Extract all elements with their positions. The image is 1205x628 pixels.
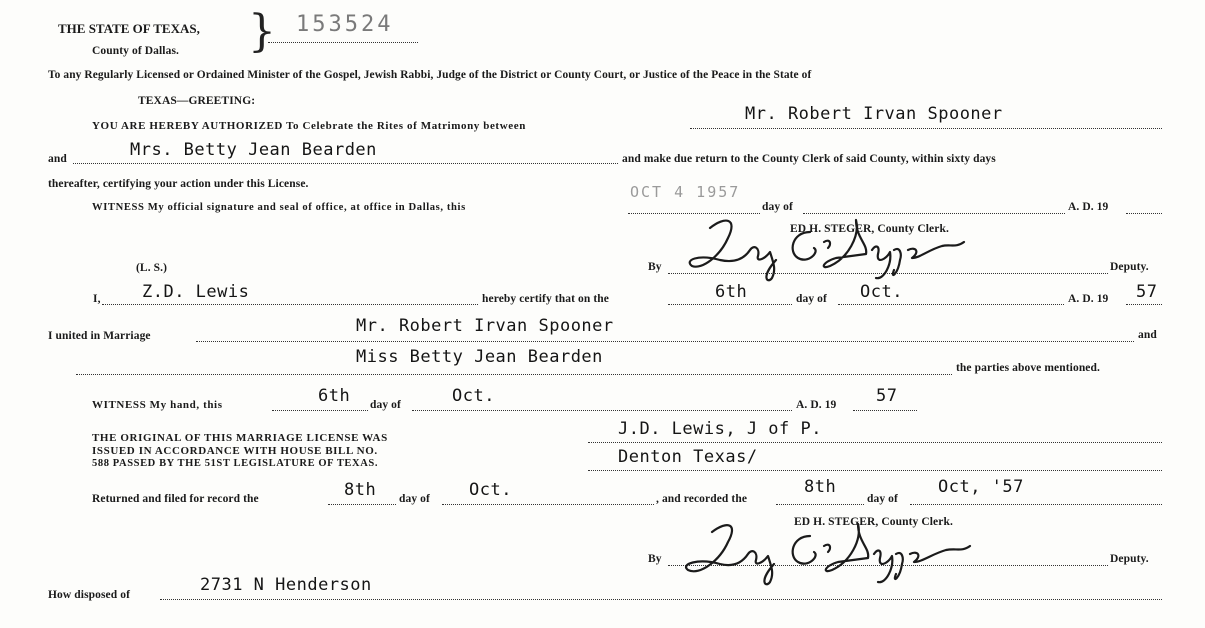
- groom-line: [690, 128, 1162, 129]
- seal-label: (L. S.): [136, 262, 168, 274]
- united-and: and: [1138, 329, 1157, 341]
- returned-month: Oct.: [469, 480, 512, 500]
- witness-hand-text: WITNESS My hand, this: [92, 399, 223, 411]
- license-number: 153524: [296, 12, 394, 37]
- bride-line: [73, 163, 618, 164]
- deputy-signature-2: [676, 512, 976, 584]
- united-groom: Mr. Robert Irvan Spooner: [356, 316, 614, 336]
- parties-text: the parties above mentioned.: [956, 362, 1100, 374]
- cert-day-line: [668, 304, 792, 305]
- hand-year: 57: [876, 386, 898, 406]
- certify-text: hereby certify that on the: [482, 293, 609, 305]
- witness-clerk-text: WITNESS My official signature and seal of office, at office in Dallas, this: [92, 202, 466, 213]
- jp-sign-2: Denton Texas/: [618, 447, 758, 467]
- original-line-3: 588 PASSED BY THE 51ST LEGISLATURE OF TEXAS.: [92, 458, 379, 469]
- united-bride-line: [76, 374, 952, 375]
- thereafter-text: thereafter, certifying your action under this License.: [48, 178, 309, 190]
- jp-line-1: [588, 442, 1162, 443]
- witness-ad: A. D. 19: [1068, 201, 1109, 213]
- witness-year-line: [1126, 213, 1162, 214]
- cert-month: Oct.: [860, 282, 903, 302]
- deputy-signature-1: [680, 208, 970, 280]
- cert-ad: A. D. 19: [1068, 293, 1109, 305]
- hand-year-line: [853, 410, 917, 411]
- date-stamp: OCT 4 1957: [630, 183, 741, 201]
- i-label: I,: [93, 293, 101, 305]
- officiant-name: Z.D. Lewis: [142, 282, 250, 302]
- jp-sign-1: J.D. Lewis, J of P.: [618, 419, 822, 439]
- brace: }: [248, 6, 276, 57]
- state-heading: THE STATE OF TEXAS,: [58, 21, 200, 36]
- witness-day-of: day of: [762, 201, 793, 213]
- bride-name: Mrs. Betty Jean Bearden: [130, 140, 377, 160]
- original-line-2: ISSUED IN ACCORDANCE WITH HOUSE BILL NO.: [92, 445, 378, 457]
- return-clause: and make due return to the County Clerk of said County, within sixty days: [622, 153, 996, 165]
- clerk-name-2: ED H. STEGER, County Clerk.: [794, 516, 953, 528]
- cert-year: 57: [1136, 282, 1158, 302]
- county-heading: County of Dallas.: [92, 45, 180, 57]
- deputy-label-2: Deputy.: [1110, 553, 1149, 565]
- jp-line-2: [588, 470, 1162, 471]
- clerk-name: ED H. STEGER, County Clerk.: [790, 223, 949, 235]
- returned-month-line: [442, 504, 654, 505]
- recorded-month-year: Oct, '57: [938, 477, 1024, 497]
- hand-month: Oct.: [452, 386, 495, 406]
- authorization-lead: YOU ARE HEREBY AUTHORIZED To Celebrate the Rites of Matrimony between: [92, 120, 526, 132]
- hand-day-of: day of: [370, 399, 401, 411]
- recorded-day: 8th: [804, 477, 837, 497]
- disposed-value: 2731 N Henderson: [200, 575, 372, 595]
- groom-name: Mr. Robert Irvan Spooner: [745, 104, 1003, 124]
- hand-month-line: [412, 410, 792, 411]
- officiant-line: [102, 304, 478, 305]
- cert-month-line: [838, 304, 1064, 305]
- hand-ad: A. D. 19: [796, 399, 837, 411]
- disposed-label: How disposed of: [48, 589, 131, 601]
- by-label-2: By: [648, 553, 662, 565]
- original-line-1: THE ORIGINAL OF THIS MARRIAGE LICENSE WAS: [92, 432, 388, 444]
- by-label-1: By: [648, 261, 662, 273]
- cert-day: 6th: [715, 282, 748, 302]
- cert-day-of: day of: [796, 293, 827, 305]
- cert-year-line: [1126, 304, 1162, 305]
- united-bride: Miss Betty Jean Bearden: [356, 347, 603, 367]
- hand-day-line: [272, 410, 368, 411]
- united-label: I united in Marriage: [48, 330, 151, 342]
- returned-text: Returned and filed for record the: [92, 493, 259, 505]
- greeting: TEXAS—GREETING:: [138, 95, 256, 107]
- intro-line: To any Regularly Licensed or Ordained Minister of the Gospel, Jewish Rabbi, Judge of the District or County Court, or Justice of the Peace in the State of: [48, 69, 812, 81]
- disposed-line: [160, 599, 1162, 600]
- recorded-day-of: day of: [867, 493, 898, 505]
- and-label: and: [48, 153, 67, 165]
- returned-day-line: [328, 504, 396, 505]
- united-groom-line: [196, 341, 1134, 342]
- hand-day: 6th: [318, 386, 351, 406]
- recorded-day-line: [776, 504, 864, 505]
- returned-day-of: day of: [399, 493, 430, 505]
- recorded-text: , and recorded the: [656, 493, 748, 505]
- recorded-month-line: [910, 504, 1162, 505]
- returned-day: 8th: [344, 480, 377, 500]
- deputy-label-1: Deputy.: [1110, 261, 1149, 273]
- license-number-line: [268, 42, 418, 43]
